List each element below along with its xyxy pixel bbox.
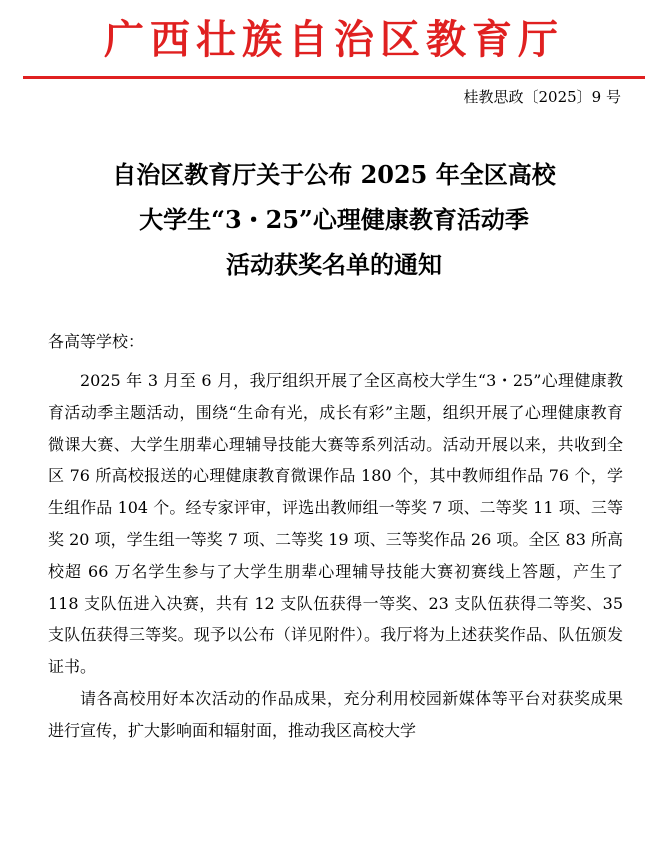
title-line: 自治区教育厅关于公布 2025 年全区高校 <box>112 160 556 189</box>
red-divider-line <box>23 76 645 79</box>
body-text <box>48 365 623 747</box>
masthead-title: 广西壮族自治区教育厅 <box>104 16 564 63</box>
document-title <box>0 152 668 287</box>
title-line: 大学生“3・25”心理健康教育活动季 <box>139 205 529 234</box>
body-paragraph: 请各高校用好本次活动的作品成果，充分利用校园新媒体等平台对获奖成果进行宣传，扩大影响面和辐射面，推动我区高校大学 <box>48 688 623 740</box>
body-paragraph: 2025 年 3 月至 6 月，我厅组织开展了全区高校大学生“3・25”心理健康教育活动季主题活动，围绕“生命有光，成长有彩”主题，组织开展了心理健康教育微课大赛、大学生朋辈心理辅导技能大赛等系列活动。活动开展以来，共收到全区 76 所高校报送的心理健康教育微课作品 180 个，其中教师组作品 76 个，学生组作品 104 个。经专家评审，评选出教师组一等奖 7 项、二等奖 11 项、三等奖 20 项，学生组一等奖 7 项、二等奖 19 项、三等奖作品 26 项。全区 83 所高校超 66 万名学生参与了大学生朋辈心理辅导技能大赛初赛线上答题，产生了 118 支队伍进入决赛，共有 12 支队伍获得一等奖、23 支队伍获得二等奖、35 支队伍获得三等奖。现予以公布（详见附件）。我厅将为上述获奖作品、队伍颁发证书。 <box>48 371 623 677</box>
salutation: 各高等学校： <box>48 332 145 351</box>
document-number: 桂教思政〔2025〕9 号 <box>463 88 621 106</box>
title-line: 活动获奖名单的通知 <box>226 250 442 279</box>
